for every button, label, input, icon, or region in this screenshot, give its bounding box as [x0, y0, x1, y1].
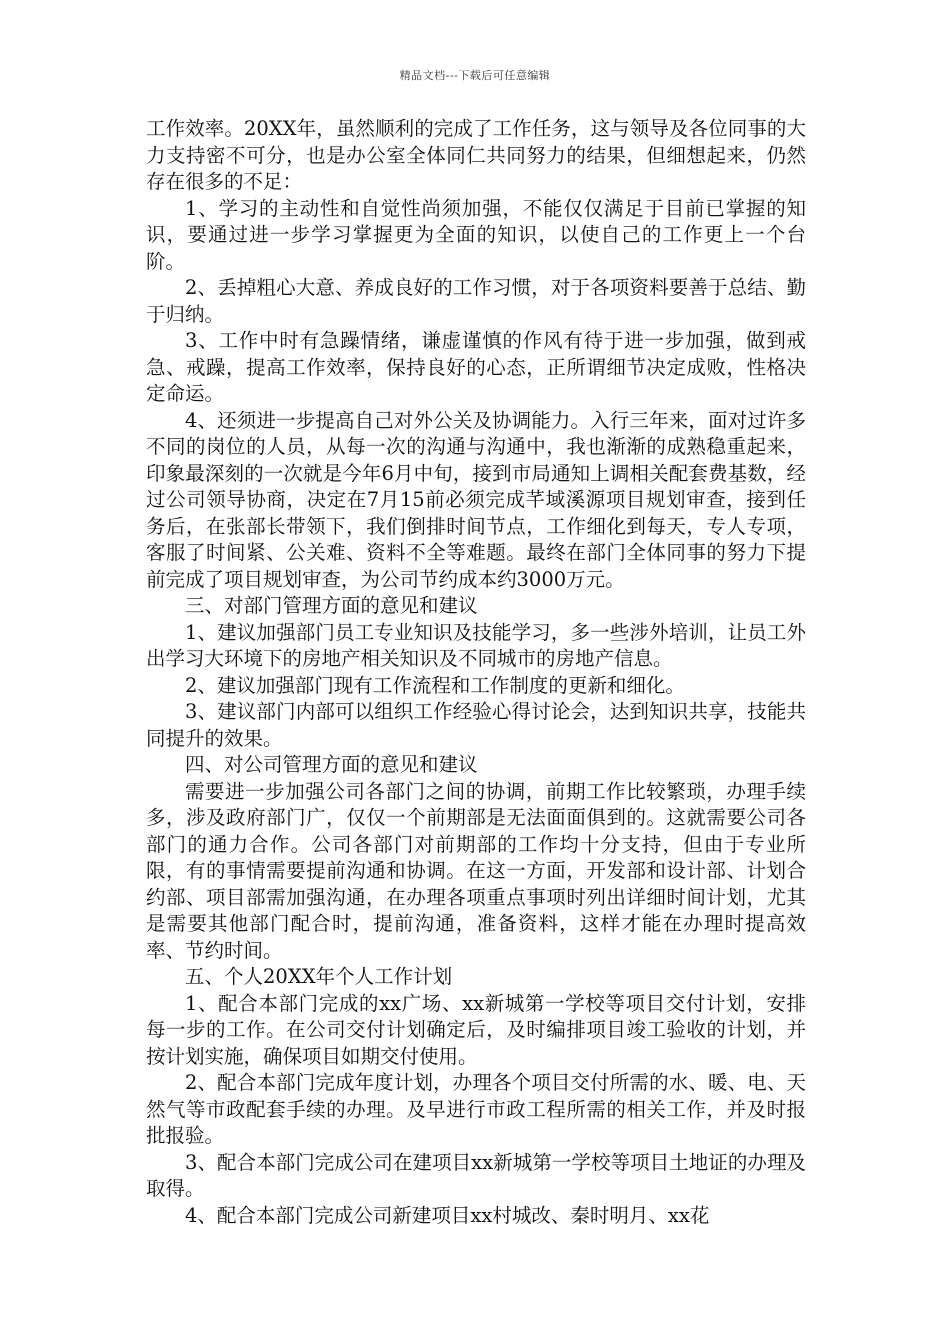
document-body: [146, 116, 806, 1229]
paragraph: 三、对部门管理方面的意见和建议: [185, 594, 478, 617]
paragraph: 4、还须进一步提高自己对外公关及协调能力。入行三年来，面对过许多不同的岗位的人员，从每一次的沟通与沟通中，我也渐渐的成熟稳重起来，印象最深刻的一次就是今年6月中旬，接到市局通知上调相关配套费基数，经过公司领导协商，决定在7月15前必须完成芊域溪源项目规划审查，接到任务后，在张部长带领下，我们倒排时间节点，工作细化到每天，专人专项，客服了时间紧、公关难、资料不全等难题。最终在部门全体同事的努力下提前完成了项目规划审查，为公司节约成本约3000万元。: [146, 408, 806, 591]
page-header: 精品文档---下载后可任意编辑: [399, 69, 551, 82]
paragraph: 3、配合本部门完成公司在建项目xx新城第一学校等项目土地证的办理及取得。: [146, 1150, 806, 1200]
paragraph: 2、丢掉粗心大意、养成良好的工作习惯，对于各项资料要善于总结、勤于归纳。: [146, 276, 806, 326]
paragraph: 五、个人20XX年个人工作计划: [185, 965, 453, 988]
paragraph: 1、建议加强部门员工专业知识及技能学习，多一些涉外培训，让员工外出学习大环境下的房地产相关知识及不同城市的房地产信息。: [146, 620, 806, 670]
paragraph: 需要进一步加强公司各部门之间的协调，前期工作比较繁琐，办理手续多，涉及政府部门广，仅仅一个前期部是无法面面俱到的。这就需要公司各部门的通力合作。公司各部门对前期部的工作均十分支持，但由于专业所限，有的事情需要提前沟通和协调。在这一方面，开发部和设计部、计划合约部、项目部需加强沟通，在办理各项重点事项时列出详细时间计划，尤其是需要其他部门配合时，提前沟通，准备资料，这样才能在办理时提高效率、节约时间。: [146, 779, 806, 962]
paragraph: 4、配合本部门完成公司新建项目xx村城改、秦时明月、xx花: [185, 1203, 710, 1227]
paragraph: 工作效率。20XX年，虽然顺利的完成了工作任务，这与领导及各位同事的大力支持密不可分，也是办公室全体同仁共同努力的结果，但细想起来，仍然存在很多的不足：: [146, 117, 806, 193]
paragraph: 2、配合本部门完成年度计划，办理各个项目交付所需的水、暖、电、天然气等市政配套手续的办理。及早进行市政工程所需的相关工作，并及时报批报验。: [146, 1071, 806, 1147]
paragraph: 1、配合本部门完成的xx广场、xx新城第一学校等项目交付计划，安排每一步的工作。在公司交付计划确定后，及时编排项目竣工验收的计划，并按计划实施，确保项目如期交付使用。: [146, 991, 806, 1068]
paragraph: 四、对公司管理方面的意见和建议: [185, 753, 478, 776]
paragraph: 1、学习的主动性和自觉性尚须加强，不能仅仅满足于目前已掌握的知识，要通过进一步学习掌握更为全面的知识，以使自己的工作更上一个台阶。: [146, 196, 806, 273]
paragraph: 3、建议部门内部可以组织工作经验心得讨论会，达到知识共享，技能共同提升的效果。: [146, 700, 806, 750]
paragraph: 3、工作中时有急躁情绪，谦虚谨慎的作风有待于进一步加强，做到戒急、戒躁，提高工作效率，保持良好的心态，正所谓细节决定成败，性格决定命运。: [146, 329, 806, 405]
paragraph: 2、建议加强部门现有工作流程和工作制度的更新和细化。: [185, 673, 685, 697]
